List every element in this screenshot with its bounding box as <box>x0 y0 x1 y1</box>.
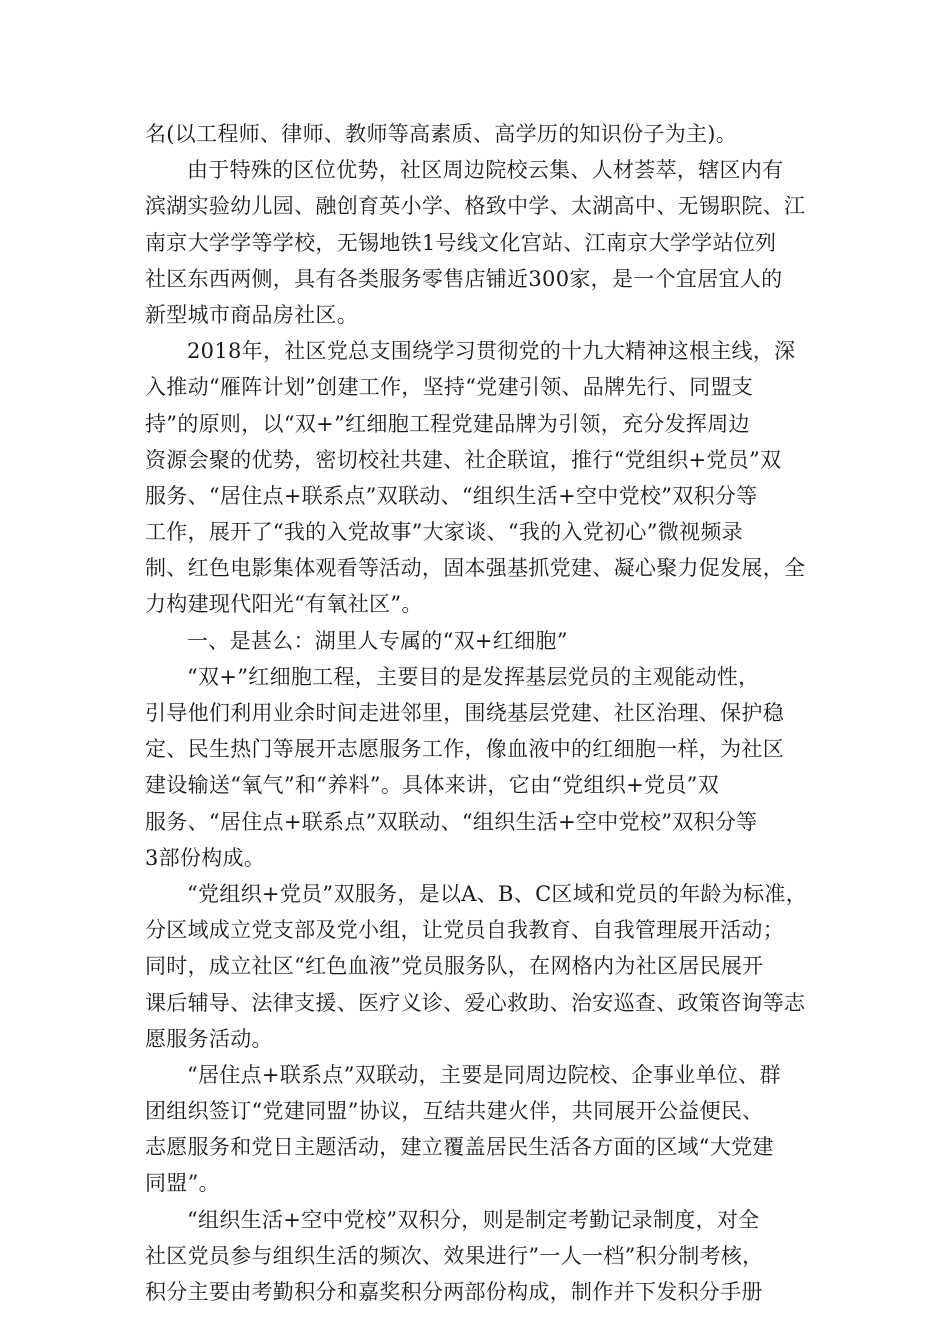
text-line: 滨湖实验幼儿园、融创育英小学、格致中学、太湖高中、无锡职院、江 <box>145 194 806 219</box>
text-line: 入推动“雁阵计划”创建工作，坚持“党建引领、品牌先行、同盟支 <box>145 375 754 400</box>
text-line: 服务、“居住点+联系点”双联动、“组织生活+空中党校”双积分等 <box>145 809 758 834</box>
text-line: 新型城市商品房社区。 <box>145 302 358 327</box>
text-line: 积分主要由考勤积分和嘉奖积分两部份构成，制作并下发积分手册 <box>145 1280 763 1304</box>
text-line: 社区东西两侧，具有各类服务零售店铺近300家，是一个宜居宜人的 <box>145 266 783 291</box>
document-body <box>145 116 815 1310</box>
text-line: “居住点+联系点”双联动，主要是同周边院校、企事业单位、群 <box>187 1062 781 1087</box>
text-line: 引导他们利用业余时间走进邻里，围绕基层党建、社区治理、保护稳 <box>145 701 784 725</box>
text-line: 力构建现代阳光“有氧社区”。 <box>145 592 423 617</box>
text-line: 名(以工程师、律师、教师等高素质、高学历的知识份子为主)。 <box>145 122 738 146</box>
text-line: 分区域成立党支部及党小组，让党员自我教育、自我管理展开活动； <box>145 918 784 943</box>
text-line: 一、是甚么：湖里人专属的“双+红细胞” <box>187 628 568 653</box>
text-line: “双+”红细胞工程，主要目的是发挥基层党员的主观能动性， <box>187 664 760 689</box>
text-line: 同盟”。 <box>145 1171 220 1196</box>
text-line: 南京大学学等学校，无锡地铁1号线文化宫站、江南京大学学站位列 <box>145 230 777 255</box>
text-line: 建设输送“氧气”和“养料”。具体来讲，它由“党组织+党员”双 <box>145 773 720 798</box>
text-line: 服务、“居住点+联系点”双联动、“组织生活+空中党校”双积分等 <box>145 483 758 508</box>
text-line: 团组织签订“党建同盟”协议，互结共建火伴，共同展开公益便民、 <box>145 1099 764 1124</box>
text-line: 定、民生热门等展开志愿服务工作，像血液中的红细胞一样，为社区 <box>145 737 784 762</box>
text-line: 同时，成立社区“红色血液”党员服务队，在网格内为社区居民展开 <box>145 954 764 979</box>
text-line: 工作，展开了“我的入党故事”大家谈、“我的入党初心”微视频录 <box>145 520 743 545</box>
text-line: 3部份构成。 <box>145 845 266 870</box>
text-line: 资源会聚的优势，密切校社共建、社企联谊，推行“党组织+党员”双 <box>145 447 782 472</box>
text-line: 由于特殊的区位优势，社区周边院校云集、人材荟萃，辖区内有 <box>187 158 784 183</box>
text-line: 持”的原则，以“双+”红细胞工程党建品牌为引领，充分发挥周边 <box>145 411 750 436</box>
text-line: “党组织+党员”双服务，是以A、B、C区域和党员的年龄为标准， <box>187 881 808 906</box>
text-line: 社区党员参与组织生活的频次、效果进行”一人一档”积分制考核， <box>145 1243 764 1268</box>
text-line: 课后辅导、法律支援、医疗义诊、爱心救助、治安巡查、政策咨询等志 <box>145 990 806 1015</box>
text-line: 2018年，社区党总支围绕学习贯彻党的十九大精神这根主线，深 <box>187 339 796 364</box>
text-line: 志愿服务和党日主题活动，建立覆盖居民生活各方面的区域“大党建 <box>145 1135 774 1160</box>
text-line: “组织生活+空中党校”双积分，则是制定考勤记录制度，对全 <box>187 1207 760 1232</box>
text-line: 愿服务活动。 <box>145 1026 273 1051</box>
text-line: 制、红色电影集体观看等活动，固本强基抓党建、凝心聚力促发展，全 <box>145 556 806 581</box>
